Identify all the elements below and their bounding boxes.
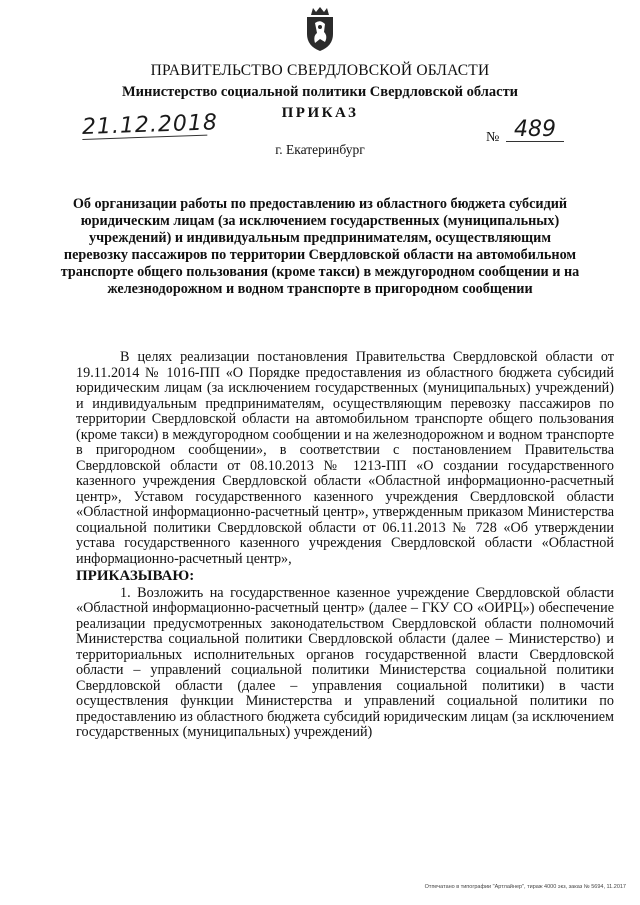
order-date: 21.12.2018 [81, 110, 219, 140]
preamble-paragraph: В целях реализации постановления Правительства Свердловской области от 19.11.2014 № 1016-ПП «О Порядке предоставления из областного бюджета субсидий юридическим лицам (за исключением государственных (муниципальных) учреждений) и индивидуальным предпринимателям, осуществляющим перевозку пассажиров по территории Свердловской области на автомобильном транспорте общего пользования (кроме такси) в междугородном сообщении и на железнодорожном и водном транспорте в пригородном сообщении», в соответствии с постановлением Правительства Свердловской области от 08.10.2013 № 1213-ПП «О создании государственного казенного учреждения Свердловской области «Областной информационно-расчетный центр», Уставом государственного казенного учреждения Свердловской области «Областной информационно-расчетный центр», утвержденным приказом Министерства социальной политики Свердловской области от 06.11.2013 № 728 «Об утверждении устава государственного казенного учреждения Свердловской области «Областной информационно-расчетный центр», [76, 349, 614, 567]
directive-heading: ПРИКАЗЫВАЮ: [76, 568, 195, 584]
print-footer: Отпечатано в типографии "Артлайнер", тираж 4000 экз, заказ № 5694, 11.2017 [424, 884, 626, 890]
item-1-paragraph: 1. Возложить на государственное казенное учреждение Свердловской области «Областной информационно-расчетный центр» (далее – ГКУ СО «ОИРЦ») обеспечение реализации предусмотренных законодательством Свердловской области полномочий Министерства социальной политики Свердловской области (далее – Министерство) и территориальных исполнительных органов государственной власти Свердловской области – управлений социальной политики Министерства социальной политики Свердловской области (далее – управления социальной политики) в части осуществления функции Министерства и управлений социальной политики по предоставлению из областного бюджета субсидий юридическим лицам (за исключением государственных (муниципальных) учреждений) [76, 584, 614, 740]
order-number: 489 [506, 119, 564, 142]
government-name: ПРАВИТЕЛЬСТВО СВЕРДЛОВСКОЙ ОБЛАСТИ [150, 62, 490, 79]
coat-of-arms-emblem-icon [303, 6, 337, 52]
city: г. Екатеринбург [275, 142, 365, 157]
document-type: ПРИКАЗ [281, 105, 359, 121]
document-title: Об организации работы по предоставлению из областного бюджета субсидий юридическим лицам (за исключением государственных (муниципальных) учреждений) и индивидуальным предпринимателям, осуществляющим перевозку пассажиров по территории Свердловской области на автомобильном транспорте общего пользования (кроме такси) в междугородном сообщении и на железнодорожном и водном транспорте в пригородном сообщении [60, 196, 580, 297]
ministry-name: Министерство социальной политики Свердловской области [121, 84, 519, 100]
order-number-label: № [486, 130, 500, 145]
document-body [76, 350, 614, 741]
